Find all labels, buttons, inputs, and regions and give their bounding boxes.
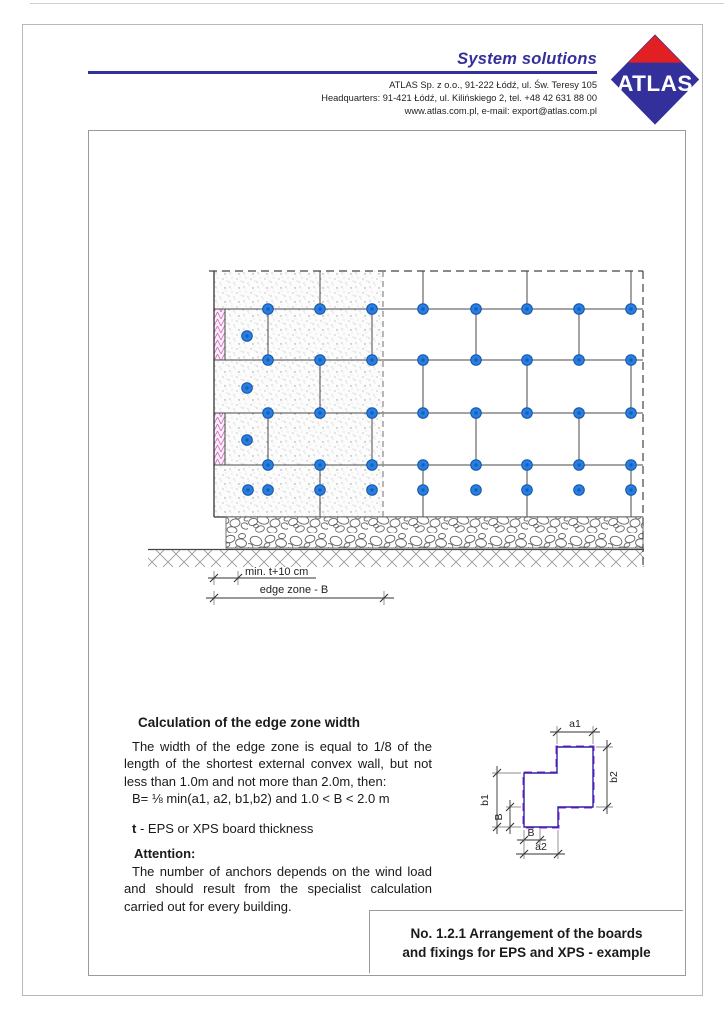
edge-strip-upper [214,309,225,360]
term-t: t [132,820,137,836]
building-plan-diagram [466,696,671,876]
section-heading: Calculation of the edge zone width [138,715,361,730]
dimension-min-t10 [208,566,316,585]
address-line-1: ATLAS Sp. z o.o., 91-222 Łódź, ul. Św. Teresy 105 [389,80,597,90]
title-block-line-2: and fixings for EPS and XPS - example [402,945,651,960]
dimension-edge-zone [206,584,394,605]
header-tagline: System solutions [457,50,597,68]
plan-dim-b2: b2 [608,771,620,783]
wall-elevation-drawing [88,130,684,660]
text-column [124,714,432,915]
title-block [369,910,683,973]
edge-strip-lower [214,413,225,465]
plan-dim-b-left: B [493,813,505,821]
formula-line: B= ⅛ min(a1, a2, b1,b2) and 1.0 < B < 2.0 m [132,791,390,806]
title-block-line-1: No. 1.2.1 Arrangement of the boards [410,926,643,941]
address-line-2: Headquarters: 91-421 Łódź, ul. Kilińskiego 2, tel. +48 42 631 88 00 [321,93,597,103]
plan-dim-b1: b1 [479,794,491,806]
dim-label-edge-zone: edge zone - B [259,584,329,596]
edge-zone-paragraph: The width of the edge zone is equal to 1/8 of the length of the shortest external convex wall, but not less than 1.0m and not more than 2.0m, then: [124,738,432,789]
plan-dim-b-bottom: B [527,827,535,839]
atlas-logo-icon [608,31,702,128]
thickness-note [124,820,432,838]
attention-paragraph: The number of anchors depends on the wind load and should result from the specialist calculation carried out for every building. [124,863,432,914]
ground-hatch [148,550,644,567]
edge-zone-surface [214,271,383,517]
plan-dim-a1: a1 [569,718,581,730]
atlas-logo-text: ATLAS [617,70,693,96]
scan-artifact-line [30,3,724,4]
foundation-strip [226,517,643,548]
dim-label-min-t10: min. t+10 cm [245,566,309,578]
address-line-3: www.atlas.com.pl, e-mail: export@atlas.com.pl [404,106,597,116]
header-rule [88,71,597,74]
plan-outline [524,747,593,827]
term-t-definition: - EPS or XPS board thickness [136,820,314,836]
attention-heading: Attention: [134,846,196,861]
company-address [321,79,597,118]
plan-dim-a2: a2 [535,841,547,853]
